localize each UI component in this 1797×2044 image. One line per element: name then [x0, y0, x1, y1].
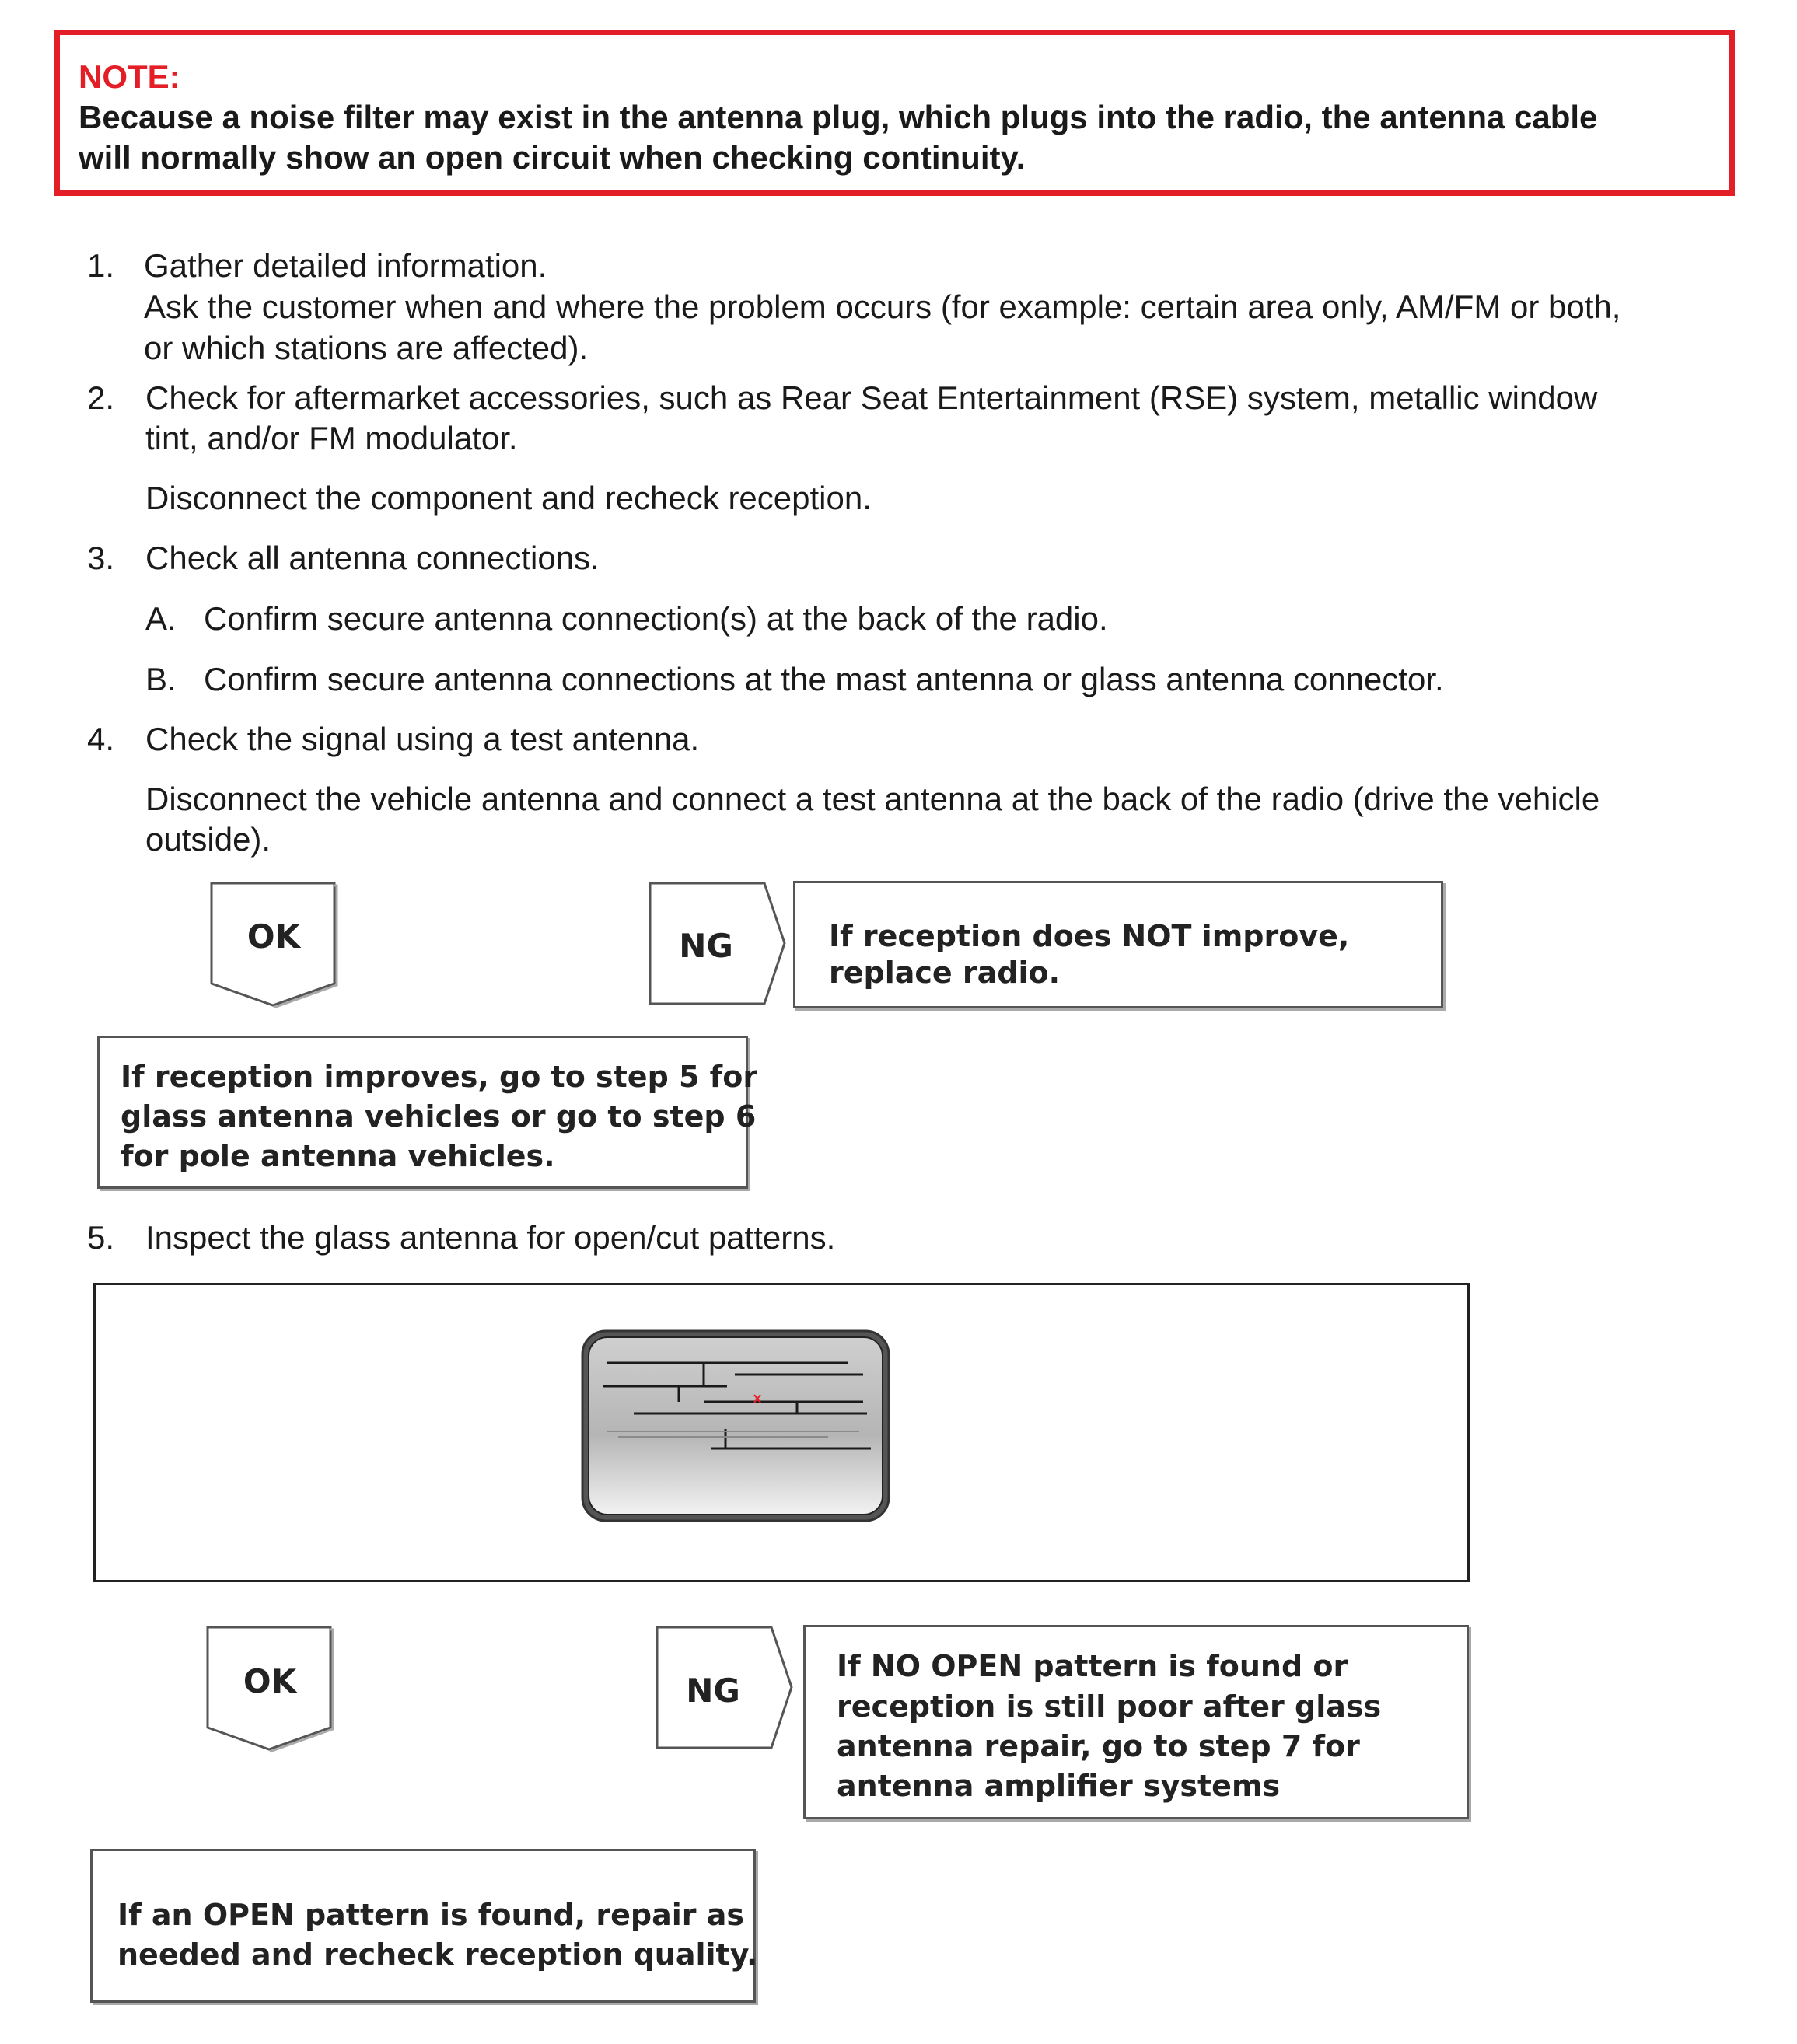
step-2-text-line-2: tint, and/or FM modulator.	[145, 420, 518, 456]
step-4-ng-result-line-1: If reception does NOT improve,	[829, 919, 1350, 953]
step-4-ok-result-line-1: If reception improves, go to step 5 for	[121, 1060, 758, 1094]
step-4-ng-label: NG	[679, 927, 733, 965]
step-4-text-line-3: outside).	[145, 821, 271, 858]
step-4-number: 4.	[87, 721, 115, 757]
note-title: NOTE:	[79, 58, 180, 95]
note-text-line-2: will normally show an open circuit when checking continuity.	[79, 139, 1026, 176]
step-3a-text: Confirm secure antenna connection(s) at the back of the radio.	[204, 600, 1108, 637]
step-4-ok-result-line-2: glass antenna vehicles or go to step 6	[121, 1099, 757, 1134]
step-3b-text: Confirm secure antenna connections at the mast antenna or glass antenna connector.	[204, 661, 1444, 697]
step-4-ok-label: OK	[246, 917, 301, 956]
step-1-number: 1.	[87, 247, 115, 284]
step-5-ng-result-box	[803, 1625, 1469, 1819]
step-5-ng-result-line-4: antenna amplifier systems	[837, 1769, 1281, 1803]
step-1-text-line-3: or which stations are affected).	[144, 330, 589, 366]
step-5-ng-result-line-2: reception is still poor after glass	[837, 1689, 1382, 1724]
step-5-number: 5.	[87, 1219, 115, 1256]
step-5-ng-result-line-3: antenna repair, go to step 7 for	[837, 1729, 1360, 1763]
note-box	[54, 30, 1735, 196]
step-5-ok-result-line-2: needed and recheck reception quality.	[117, 1937, 758, 1972]
step-5-ng-result-line-1: If NO OPEN pattern is found or	[837, 1649, 1348, 1683]
step-5-ok-result-box	[90, 1849, 756, 2003]
step-5-ng-label: NG	[686, 1672, 740, 1710]
step-3-number: 3.	[87, 540, 115, 576]
step-1-text-line-2: Ask the customer when and where the problem occurs (for example: certain area only, AM/FM or both,	[144, 288, 1621, 325]
step-2-number: 2.	[87, 379, 115, 416]
step-4-ng-result-line-2: replace radio.	[829, 956, 1061, 990]
step-4-ok-result-box	[97, 1036, 758, 1189]
step-2-text-line-1: Check for aftermarket accessories, such as Rear Seat Entertainment (RSE) system, metallic window	[145, 379, 1598, 416]
note-text-line-1: Because a noise filter may exist in the antenna plug, which plugs into the radio, the antenna cable	[79, 99, 1598, 135]
step-5-ok-label: OK	[243, 1662, 297, 1700]
step-4-title: Check the signal using a test antenna.	[145, 721, 700, 757]
step-4-ng-result-box	[793, 881, 1443, 1008]
step-2-text-line-3: Disconnect the component and recheck reception.	[145, 480, 872, 516]
step-4-ok-result-line-3: for pole antenna vehicles.	[121, 1139, 555, 1173]
step-1-title: Gather detailed information.	[144, 247, 547, 284]
step-4-text-line-2: Disconnect the vehicle antenna and connect a test antenna at the back of the radio (drive the vehicle	[145, 781, 1600, 817]
step-3a-label: A.	[145, 600, 177, 637]
step-3b-label: B.	[145, 661, 177, 697]
glass-antenna-illustration	[579, 1328, 892, 1524]
step-3-title: Check all antenna connections.	[145, 540, 600, 576]
step-5-ok-result-line-1: If an OPEN pattern is found, repair as	[117, 1898, 745, 1932]
step-5-title: Inspect the glass antenna for open/cut patterns.	[145, 1219, 836, 1256]
